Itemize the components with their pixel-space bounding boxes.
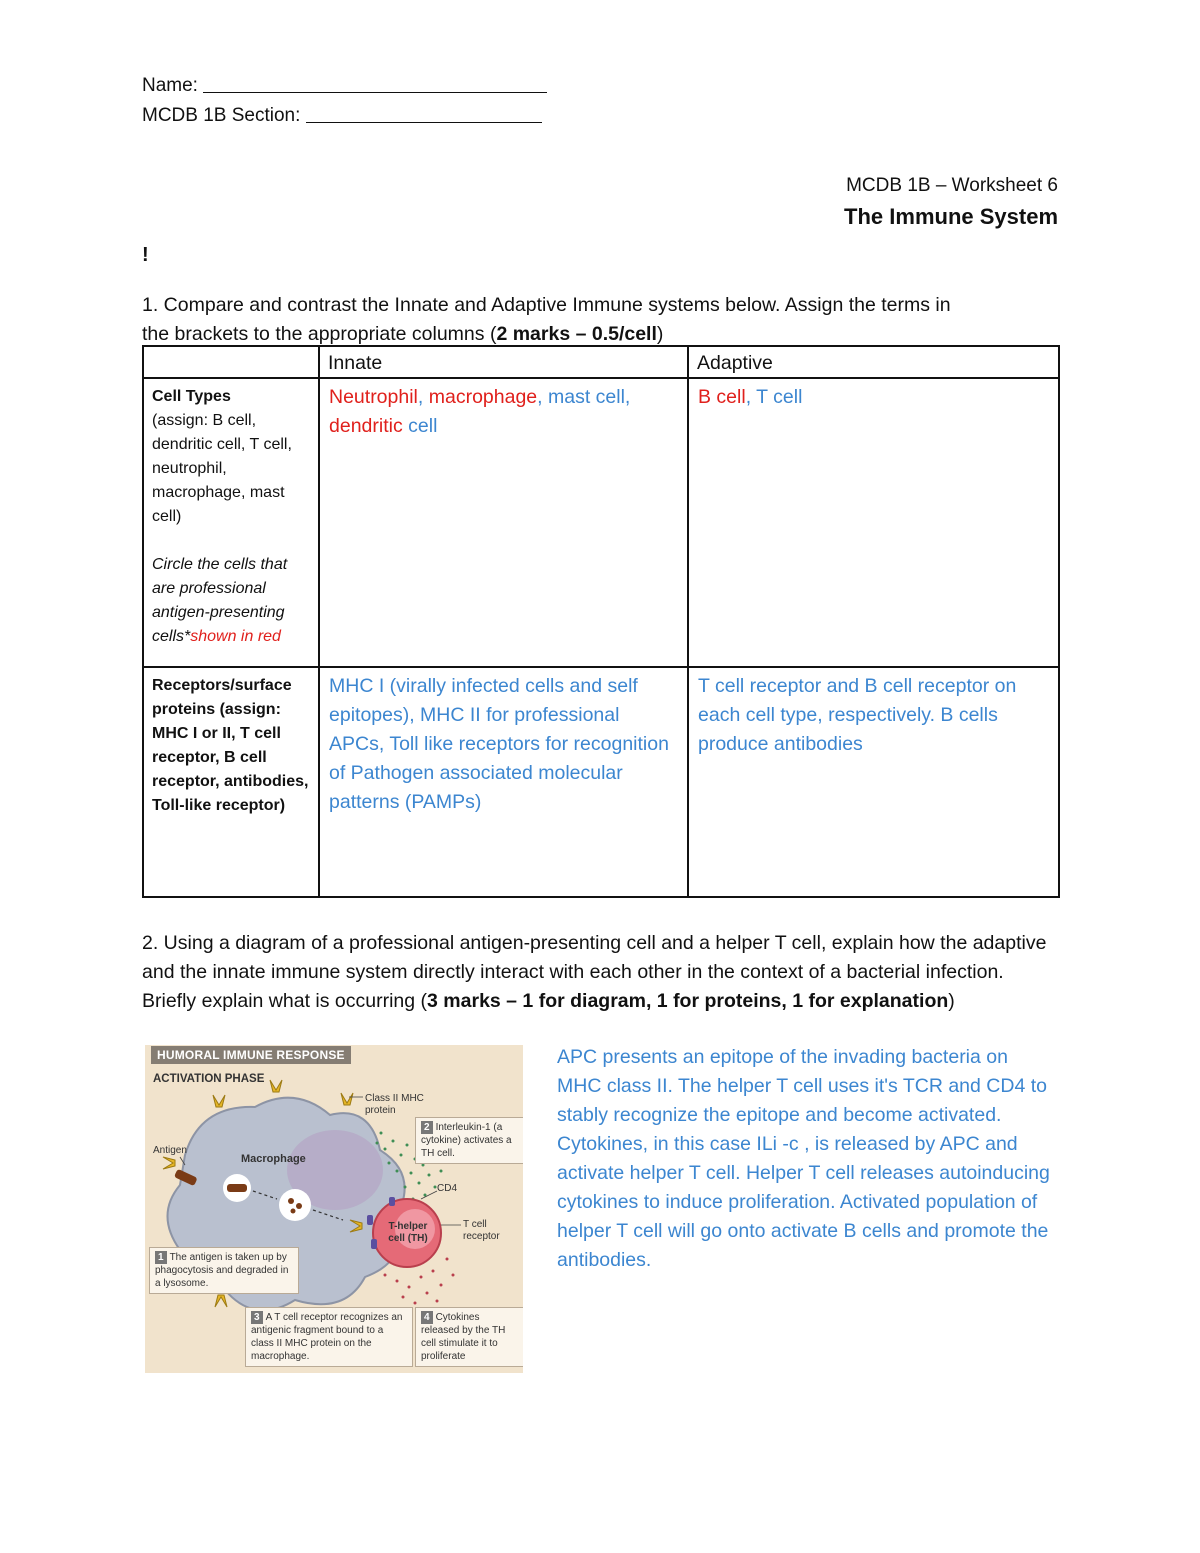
- label-t-cell-receptor: T cell receptor: [463, 1219, 500, 1242]
- humoral-response-figure: [145, 1045, 523, 1373]
- section-line: [142, 104, 542, 127]
- label-macrophage: Macrophage: [241, 1153, 306, 1165]
- table-row-cell-types: [143, 378, 1059, 667]
- row-label-receptors: Receptors/surface proteins (assign: MHC I or II, T cell receptor, B cell receptor, antibodies, Toll-like receptor): [143, 667, 319, 897]
- label-t-helper-cell: T-helper cell (TH): [388, 1221, 428, 1244]
- figure-subtitle: ACTIVATION PHASE: [153, 1073, 265, 1085]
- table-header-row: [143, 346, 1059, 378]
- q2-prompt: [142, 929, 1062, 1016]
- answer-dendritic-cell: cell: [402, 415, 438, 437]
- adaptive-cell-types[interactable]: [688, 378, 1059, 667]
- section-label: MCDB 1B Section:: [142, 105, 301, 126]
- step-1-text: The antigen is taken up by phagocytosis and degraded in a lysosome.: [155, 1252, 289, 1289]
- q1-prompt-text: the brackets to the appropriate columns (: [142, 323, 497, 345]
- adaptive-receptors[interactable]: T cell receptor and B cell receptor on each cell type, respectively. B cells produce antibodies: [688, 667, 1059, 897]
- answer-macrophage: macrophage: [428, 386, 538, 408]
- answer-sep-2: ,: [745, 386, 757, 408]
- row-label-cell-types-assign: (assign: B cell, dendritic cell, T cell, neutrophil, macrophage, mast cell): [152, 412, 292, 525]
- q1-prompt-line1: 1. Compare and contrast the Innate and Adaptive Immune systems below. Assign the terms in: [142, 294, 951, 316]
- step-2-number: 2: [421, 1121, 433, 1134]
- worksheet-title: MCDB 1B – Worksheet 6: [846, 175, 1058, 196]
- q2-prompt-close: ): [948, 990, 955, 1012]
- q1-marks: 2 marks – 0.5/cell: [496, 323, 657, 345]
- name-line: [142, 74, 547, 97]
- answer-mast-cell: , mast cell,: [537, 386, 631, 408]
- step-4-number: 4: [421, 1311, 433, 1324]
- label-class-ii-mhc: Class II MHC protein: [365, 1093, 424, 1116]
- step-3-number: 3: [251, 1311, 263, 1324]
- col-header-adaptive: Adaptive: [688, 346, 1059, 378]
- table-corner-cell: [143, 346, 319, 378]
- comparison-table: [142, 345, 1060, 898]
- answer-sep: ,: [417, 386, 429, 408]
- row-label-circle-instruction: Circle the cells that are professional antigen-presenting cells*: [152, 556, 288, 645]
- name-blank[interactable]: [203, 74, 547, 93]
- label-antigen: Antigen: [153, 1145, 187, 1156]
- col-header-innate: Innate: [319, 346, 688, 378]
- answer-b-cell: B cell: [698, 386, 746, 408]
- step-1-number: 1: [155, 1251, 167, 1264]
- step-3-text: A T cell receptor recognizes an antigenic fragment bound to a class II MHC protein on the macrophage.: [251, 1312, 403, 1362]
- step-2-text: Interleukin-1 (a cytokine) activates a TH cell.: [421, 1122, 512, 1159]
- step-2-box: [415, 1117, 523, 1164]
- row-label-cell-types-title: Cell Types: [152, 388, 231, 405]
- step-4-text: Cytokines released by the TH cell stimulate it to proliferate: [421, 1312, 506, 1362]
- step-4-box: [415, 1307, 523, 1367]
- lysosome-icon: [279, 1189, 311, 1221]
- innate-receptors[interactable]: MHC I (virally infected cells and self epitopes), MHC II for professional APCs, Toll like receptors for recognition of Pathogen associated molecular patterns (PAMPs): [319, 667, 688, 897]
- section-blank[interactable]: [306, 104, 542, 123]
- label-cd4: CD4: [437, 1183, 458, 1194]
- answer-dendritic: dendritic: [329, 415, 403, 437]
- table-row-receptors: [143, 667, 1059, 897]
- figure-tag: HUMORAL IMMUNE RESPONSE: [151, 1046, 351, 1064]
- q2-prompt-text: 2. Using a diagram of a professional antigen-presenting cell and a helper T cell, explain how the adaptive and the innate immune system directly interact with each other in the context of a bacterial infection. Briefly explain what is occurring (: [142, 932, 1047, 1012]
- topic-title: The Immune System: [844, 204, 1058, 229]
- q2-answer[interactable]: APC presents an epitope of the invading bacteria on MHC class II. The helper T cell uses it's TCR and CD4 to stably recognize the epitope and become activated. Cytokines, in this case ILi -c , is released by APC and activate helper T cell. Helper T cell releases autoinducing cytokines to induce proliferation. Activated population of helper T cell will go onto activate B cells and promote the antibodies.: [557, 1046, 1050, 1271]
- row-label-shown-in-red: shown in red: [190, 628, 281, 645]
- q2-marks: 3 marks – 1 for diagram, 1 for proteins, 1 for explanation: [427, 990, 949, 1012]
- step-3-box: [245, 1307, 413, 1367]
- answer-neutrophil: Neutrophil: [329, 386, 418, 408]
- engulfed-antigen-icon: [227, 1184, 247, 1192]
- innate-cell-types[interactable]: [319, 378, 688, 667]
- name-label: Name:: [142, 75, 198, 96]
- stray-mark: !: [142, 244, 149, 266]
- q1-prompt-close: ): [656, 323, 664, 345]
- row-label-cell-types: [143, 378, 319, 667]
- q1-prompt: [142, 291, 1062, 349]
- answer-t-cell: T cell: [756, 386, 803, 408]
- step-1-box: [149, 1247, 299, 1294]
